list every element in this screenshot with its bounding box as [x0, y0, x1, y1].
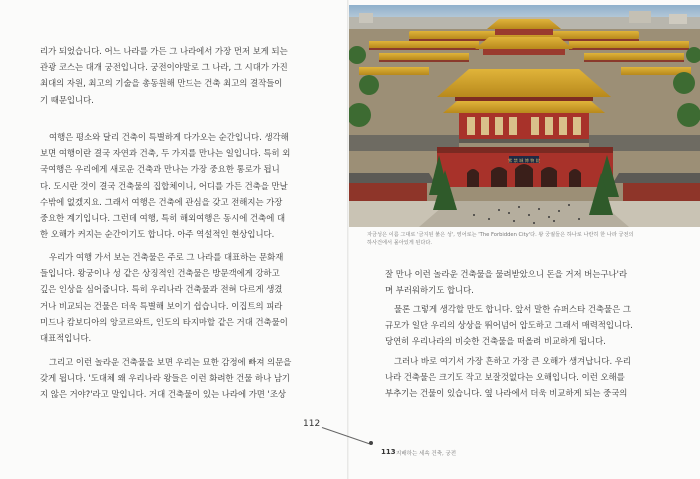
- text-line: 보면 여행이란 결국 자연과 건축, 두 가지를 만나는 일입니다. 특히 외: [40, 148, 291, 159]
- text-line: 관광 코스는 대개 궁전입니다. 궁전이야말로 그 나라, 그 시대가 가진: [40, 62, 288, 73]
- right-page-number: 113: [381, 448, 396, 456]
- text-line: 중요한 계기입니다. 그런데 여행, 특히 해외여행은 동시에 건축에 대: [40, 213, 286, 224]
- text-line: 들입니다. 왕궁이나 성 같은 상징적인 건축물은 방문객에게 강하고: [40, 268, 280, 279]
- forbidden-city-illustration: [349, 5, 700, 227]
- text-line: 미드나 캄보디아의 앙코르와트, 인도의 타지마할 같은 거대 건축물이: [40, 316, 288, 327]
- text-line: 갖게 됩니다. '도대체 왜 우리나라 왕들은 이런 화려한 건물 하나 남기: [40, 373, 291, 384]
- left-page-number: 112: [303, 419, 321, 429]
- forbidden-city-photo: [349, 5, 700, 227]
- left-page: [0, 0, 347, 479]
- gate-sign-text: 紫 禁 城 博 物 院: [508, 157, 540, 163]
- text-line: 규모가 일단 우리의 상상을 뛰어넘어 압도하고 그래서 매력적입니다.: [385, 320, 633, 331]
- text-line: 그리고 이런 놀라운 건축물을 보면 우리는 묘한 감정에 빠져 의문을: [49, 357, 292, 367]
- text-line: 기 때문입니다.: [40, 94, 94, 105]
- text-line: 최대의 자원, 최고의 기술을 총동원해 만드는 건축 최고의 결작들이: [40, 78, 283, 89]
- photo-caption: [367, 231, 687, 247]
- right-page: [349, 0, 700, 479]
- left-paragraph-4: [40, 354, 330, 403]
- right-paragraph-3: [385, 353, 685, 402]
- text-line: 당연히 우리나라의 비슷한 건축물을 떠올려 비교하게 됩니다.: [385, 336, 606, 347]
- left-paragraph-1: [40, 43, 330, 108]
- text-line: 리가 되었습니다. 어느 나라를 가든 그 나라에서 가장 먼저 보게 되는: [40, 46, 288, 56]
- text-line: 다. 도시란 것이 결국 건축물의 집합체이니, 어디를 가든 건축을 만날: [40, 180, 288, 191]
- text-line: 국여행은 우리에게 새로운 건축과 만나는 가장 중요한 통로가 됩니: [40, 164, 280, 175]
- text-line: 잘 만나 이런 놀라운 건축물을 물려받았으니 돈을 거저 버는구나'라: [385, 269, 628, 279]
- caption-line: 하사건에서 몰아있게 된다다.: [367, 240, 433, 246]
- text-line: 며 부러워하기도 합니다.: [385, 285, 474, 296]
- text-line: 부추기는 건물이 있습니다. 옆 나라에서 더욱 비교하게 되는 중국의: [385, 388, 628, 399]
- text-line: 우리가 여행 가서 보는 건축물은 주로 그 나라를 대표하는 문화재: [49, 252, 284, 262]
- text-line: 한 오해가 커지는 순간이기도 합니다. 아주 역설적인 현상입니다.: [40, 229, 275, 240]
- text-line: 거나 비교되는 건물은 더욱 특별해 보이기 쉽습니다. 이집트의 피라: [40, 300, 283, 311]
- text-line: 수밖에 없겠지요. 그래서 여행은 건축에 관심을 갖고 전해지는 가장: [40, 196, 283, 207]
- chapter-running-title: 지배하는 세속 건축, 궁전: [396, 451, 457, 457]
- text-line: 여행은 평소와 달리 건축이 특별하게 다가오는 순간입니다. 생각해: [49, 132, 289, 142]
- right-paragraph-1: [385, 266, 685, 298]
- left-paragraph-3: [40, 249, 330, 346]
- text-line: 대표적입니다.: [40, 333, 92, 344]
- right-paragraph-2: [385, 301, 685, 350]
- text-line: 그러나 바로 여기서 가장 흔하고 가장 큰 오해가 생겨납니다. 우리: [394, 356, 631, 366]
- text-line: 깊은 인상을 심어줍니다. 특히 우리나라 건축물과 전혀 다르게 생겼: [40, 284, 283, 295]
- text-line: 물론 그렇게 생각할 만도 합니다. 앞서 말한 슈퍼스타 건축물은 그: [394, 304, 631, 314]
- text-line: 지 않은 거야?'라고 말입니다. 거대 건축물이 있는 나라에 가면 '조상: [40, 389, 287, 400]
- left-paragraph-2: [40, 129, 330, 242]
- text-line: 나라 건축물은 크기도 작고 보잘것없다는 오해입니다. 이런 오해를: [385, 372, 625, 383]
- caption-line: 자금성은 이름 그대로 '금지된 붉은 성', 영어로는 'The Forbidden City'다. 왕 궁궐들은 하나로 나란히 한 나라 궁전의: [367, 232, 634, 238]
